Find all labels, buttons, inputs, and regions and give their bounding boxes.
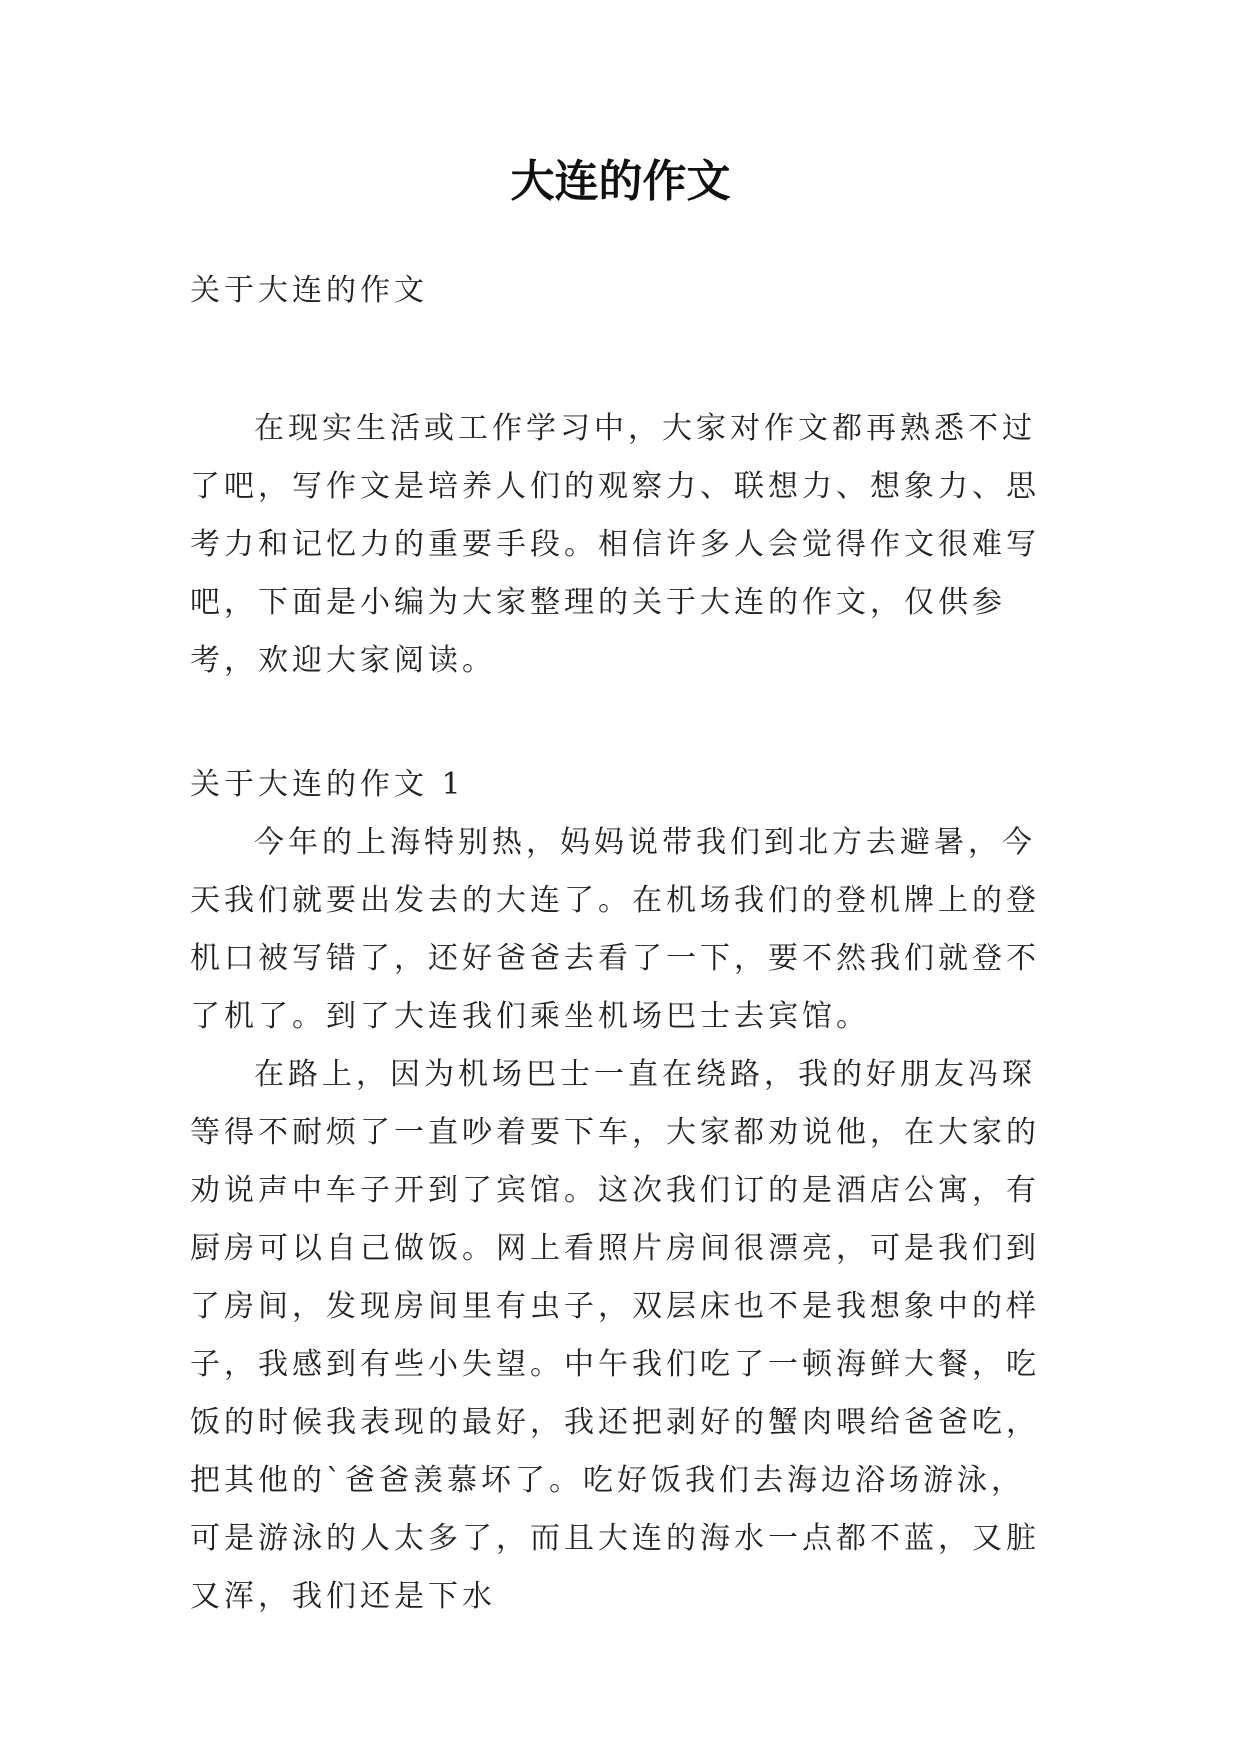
section-1-heading: 关于大连的作文 1 <box>190 767 465 802</box>
section-1-paragraph-2: 在路上，因为机场巴士一直在绕路，我的好朋友冯琛等得不耐烦了一直吵着要下车，大家都劝说他，在大家的劝说声中车子开到了宾馆。这次我们订的是酒店公寓，有厨房可以自己做饭。网上看照片房间很漂亮，可是我们到了房间，发现房间里有虫子，双层床也不是我想象中的样子，我感到有些小失望。中午我们吃了一顿海鲜大餐，吃饭的时候我表现的最好，我还把剥好的蟹肉喂给爸爸吃，把其他的`爸爸羡慕坏了。吃好饭我们去海边浴场游泳，可是游泳的人太多了，而且大连的海水一点都不蓝，又脏又浑，我们还是下水 <box>190 1057 1040 1614</box>
intro-paragraph: 在现实生活或工作学习中，大家对作文都再熟悉不过了吧，写作文是培养人们的观察力、联想力、想象力、思考力和记忆力的重要手段。相信许多人会觉得作文很难写吧，下面是小编为大家整理的关于大连的作文，仅供参考，欢迎大家阅读。 <box>190 411 1040 678</box>
document-title: 大连的作文 <box>510 156 731 207</box>
section-1-paragraph-1: 今年的上海特别热，妈妈说带我们到北方去避暑，今天我们就要出发去的大连了。在机场我们的登机牌上的登机口被写错了，还好爸爸去看了一下，要不然我们就登不了机了。到了大连我们乘坐机场巴士去宾馆。 <box>190 825 1040 1034</box>
section-1 <box>190 756 1052 1626</box>
intro-heading: 关于大连的作文 <box>190 273 428 308</box>
intro-block <box>190 400 1052 690</box>
